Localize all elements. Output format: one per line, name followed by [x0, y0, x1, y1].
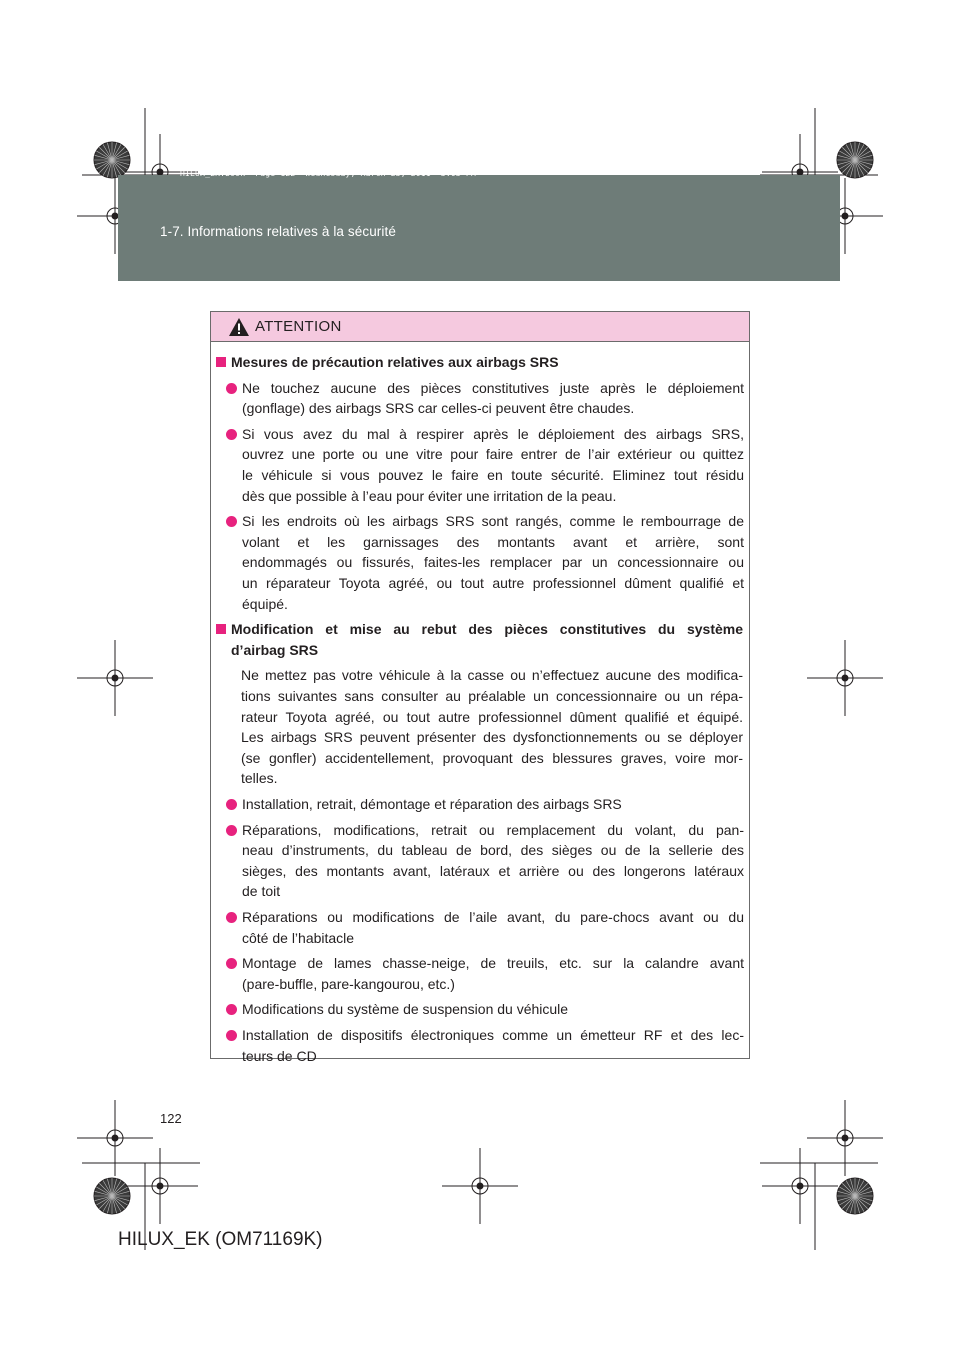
section-title: 1-7. Informations relatives à la sécurité [160, 224, 396, 239]
print-slug: HILUX_EK.book Page 122 Wednesday, March 23, 2011 3:03 PM [180, 169, 476, 178]
list-bullet-icon [226, 383, 237, 394]
bullet-text: Montage de lames chasse-neige, de treuils, etc. sur la calandre avant [242, 955, 744, 972]
bullet-text: le véhicule si vous pouvez le faire en toute sécurité. Eliminez tout résidu [242, 467, 744, 483]
bullet-text: Réparations, modifications, retrait ou remplacement du volant, du pan- [242, 821, 744, 838]
warning-header [211, 312, 749, 342]
warning-triangle-icon [228, 317, 250, 337]
list-bullet-icon [226, 958, 237, 969]
section-heading: d’airbag SRS [231, 641, 319, 658]
bullet-text: dès que possible à l’eau pour éviter une irritation de la peau. [242, 487, 617, 504]
bullet-text: volant et les garnissages des montants avant et arrière, sont [242, 533, 744, 550]
page-number: 122 [160, 1111, 182, 1126]
bullet-text: teurs de CD [242, 1047, 317, 1064]
bullet-text: neau d’instruments, du tableau de bord, des sièges ou de la sellerie des [242, 842, 744, 859]
list-bullet-icon [226, 1030, 237, 1041]
section-heading: Modification et mise au rebut des pièces constitutives du système [231, 621, 743, 638]
bullet-text: de toit [242, 883, 281, 900]
bullet-text: Installation de dispositifs électroniques comme un émetteur RF et des lec- [242, 1027, 744, 1043]
section-paragraph: Ne mettez pas votre véhicule à la casse ou n’effectuez aucune des modifica- [241, 667, 743, 684]
bullet-text: Installation, retrait, démontage et réparation des airbags SRS [242, 796, 622, 812]
bullet-text: (gonflage) des airbags SRS car celles-ci peuvent être chaudes. [242, 400, 635, 417]
section-heading: Mesures de précaution relatives aux airbags SRS [231, 354, 559, 370]
bullet-text: Réparations ou modifications de l’aile avant, du pare-chocs avant ou du [242, 909, 744, 925]
section-paragraph: telles. [241, 770, 278, 787]
bullet-text: Modifications du système de suspension du véhicule [242, 1001, 569, 1018]
section-square-bullet-icon [216, 357, 226, 367]
bullet-text: ouvrez une porte ou une vitre pour faire entrer de l’air extérieur ou quittez [242, 446, 744, 463]
bullet-text: sièges, des montants avant, latéraux et arrière ou des longerons latéraux [242, 862, 744, 879]
bullet-text: Si les endroits où les airbags SRS sont rangés, comme le rembourrage de [242, 513, 744, 530]
bullet-text: Ne touchez aucune des pièces constitutives juste après le déploiement [242, 379, 744, 396]
list-bullet-icon [226, 912, 237, 923]
warning-box [210, 311, 750, 1064]
section-paragraph: (se gonfler) accidentellement, provoquant des blessures graves, voire mor- [241, 749, 743, 766]
bullet-text: équipé. [242, 595, 288, 612]
section-paragraph: rateur Toyota agréé, ou tout autre professionnel dûment qualifié et équipé. [241, 708, 743, 725]
warning-label: ATTENTION [255, 318, 342, 335]
list-bullet-icon [226, 516, 237, 527]
list-bullet-icon [226, 429, 237, 440]
section-paragraph: tions suivantes sans consulter au préalable un concessionnaire ou un répa- [241, 688, 743, 704]
list-bullet-icon [226, 825, 237, 836]
bullet-text: Si vous avez du mal à respirer après le déploiement des airbags SRS, [242, 425, 744, 442]
bullet-text: un réparateur Toyota agréé, ou tout autre professionnel dûment qualifié et [242, 575, 744, 591]
list-bullet-icon [226, 1004, 237, 1015]
bullet-text: côté de l’habitacle [242, 929, 355, 946]
footer-model-code: HILUX_EK (OM71169K) [118, 1229, 323, 1250]
bullet-text: (pare-buffle, pare-kangourou, etc.) [242, 975, 455, 992]
list-bullet-icon [226, 799, 237, 810]
section-paragraph: Les airbags SRS peuvent présenter des dysfonctionnements ou se déployer [241, 729, 743, 746]
section-square-bullet-icon [216, 624, 226, 634]
bullet-text: endommagés ou fissurés, faites-les remplacer par un concessionnaire ou [242, 554, 744, 571]
